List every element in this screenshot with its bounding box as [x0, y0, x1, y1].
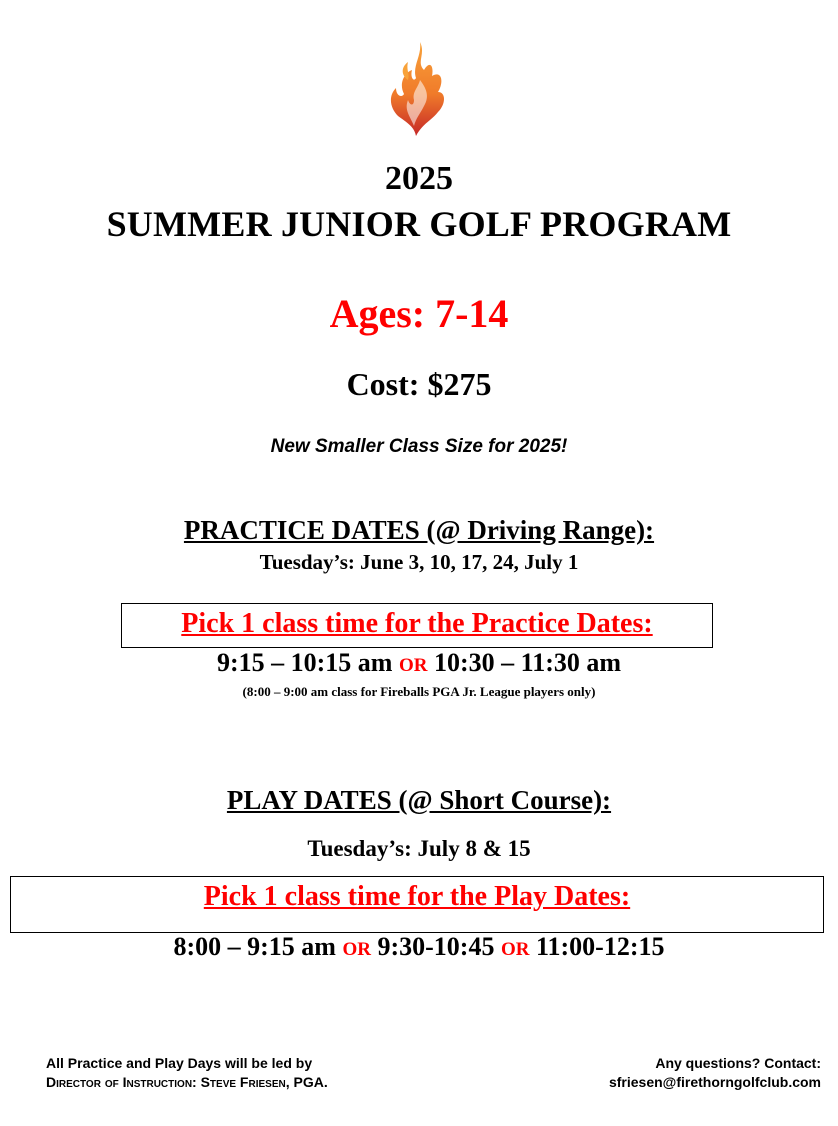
led-by-text: All Practice and Play Days will be led by: [46, 1055, 313, 1071]
practice-pick-box: [121, 603, 713, 648]
or-separator: OR: [342, 939, 371, 960]
or-separator: OR: [398, 655, 428, 676]
league-note: (8:00 – 9:00 am class for Fireballs PGA Jr. League players only): [242, 684, 596, 699]
play-pick-box: [10, 876, 824, 933]
play-dates-heading: PLAY DATES (@ Short Course):: [226, 785, 612, 815]
practice-pick-label: Pick 1 class time for the Practice Dates:: [181, 608, 653, 639]
practice-time-1: 9:15 – 10:15 am: [216, 648, 393, 677]
questions-text: Any questions? Contact:: [655, 1055, 821, 1071]
play-times: [0, 932, 838, 962]
footer-instructor: [46, 1054, 328, 1092]
footer-contact: [609, 1054, 821, 1092]
flame-logo-icon: [386, 40, 450, 140]
play-time-1: 8:00 – 9:15 am: [173, 932, 336, 961]
cost-heading: Cost: $275: [346, 366, 492, 402]
play-pick-label: Pick 1 class time for the Play Dates:: [203, 881, 631, 912]
ages-heading: Ages: 7-14: [329, 291, 509, 336]
director-text: Director of Instruction: Steve Friesen, PGA.: [46, 1074, 328, 1090]
play-days: Tuesday’s: July 8 & 15: [307, 836, 531, 861]
practice-time-2: 10:30 – 11:30 am: [433, 648, 622, 677]
practice-days: Tuesday’s: June 3, 10, 17, 24, July 1: [259, 550, 579, 574]
practice-times: [0, 648, 838, 678]
program-year: 2025: [385, 160, 453, 197]
play-time-2: 9:30-10:45: [377, 932, 495, 961]
practice-dates-heading: PRACTICE DATES (@ Driving Range):: [183, 515, 655, 545]
contact-email[interactable]: sfriesen@firethorngolfclub.com: [608, 1074, 821, 1090]
play-time-3: 11:00-12:15: [535, 932, 665, 961]
program-title: SUMMER JUNIOR GOLF PROGRAM: [106, 204, 732, 244]
class-size-note: New Smaller Class Size for 2025!: [270, 436, 568, 457]
or-separator: OR: [500, 939, 530, 960]
